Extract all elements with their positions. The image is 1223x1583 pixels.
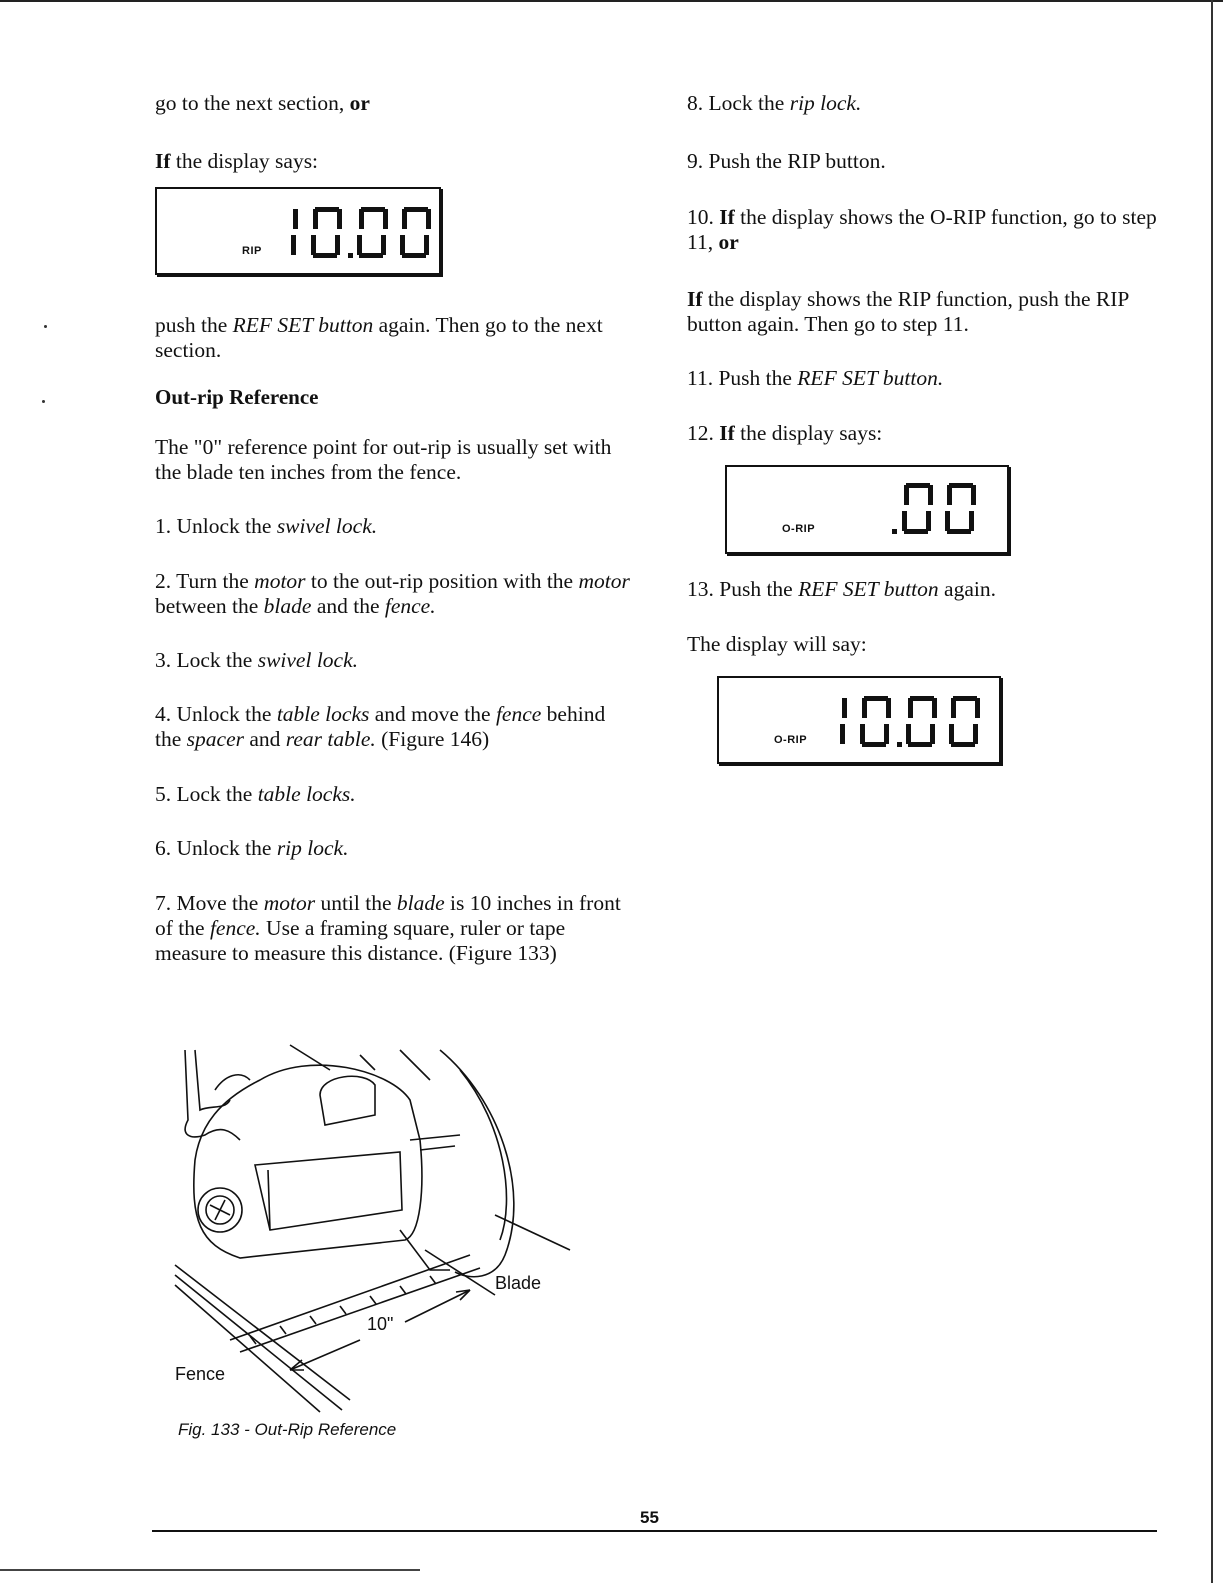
text: again. Then go to the next section. (155, 313, 603, 362)
paragraph (155, 91, 635, 116)
lcd-display-rip (155, 187, 441, 275)
italic-text: swivel lock. (276, 514, 378, 538)
lcd-digits (890, 479, 990, 539)
lcd-display-orip-ten (717, 676, 1001, 764)
text: to the out-rip position with the (305, 569, 579, 593)
footer-rule (152, 1530, 1157, 1532)
scan-edge (0, 1569, 420, 1571)
text: 11. Push the (687, 366, 798, 390)
text: 1. Unlock the (155, 514, 277, 538)
lcd-digits (834, 692, 994, 752)
step-8 (687, 91, 1157, 116)
text: go to the next section, (155, 91, 350, 115)
step-4 (155, 702, 635, 752)
step-11 (687, 366, 1157, 391)
italic-text: fence. (209, 916, 261, 940)
italic-text: REF SET button (798, 577, 939, 601)
text: 13. Push the (687, 577, 799, 601)
lcd-label: O-RIP (782, 523, 816, 535)
text: 3. Lock the (155, 648, 258, 672)
text: push the (155, 313, 233, 337)
scan-edge (1211, 0, 1213, 1583)
text: 2. Turn the (155, 569, 255, 593)
text: is 10 inches in front of the (155, 891, 621, 940)
right-column (687, 88, 1157, 764)
italic-text: swivel lock. (257, 648, 359, 672)
text: behind the (155, 702, 606, 751)
italic-text: spacer (186, 727, 244, 751)
text: the display shows the O-RIP function, go to step 11, (687, 205, 1157, 254)
step-7 (155, 891, 635, 966)
italic-text: table locks. (257, 782, 356, 806)
saw-illustration (170, 1040, 590, 1420)
italic-text: REF SET button (232, 313, 374, 337)
step-13 (687, 577, 1157, 602)
label-fence: Fence (175, 1364, 226, 1384)
step-3 (155, 648, 635, 673)
lcd-label: RIP (242, 245, 262, 257)
text: again. (938, 577, 996, 601)
bold-text: If (719, 205, 735, 229)
text: (Figure 146) (375, 727, 490, 751)
text: 4. Unlock the (155, 702, 277, 726)
bold-text: If (719, 421, 735, 445)
italic-text: fence (495, 702, 542, 726)
label-blade: Blade (495, 1273, 542, 1293)
step-1 (155, 514, 635, 539)
label-distance: 10" (367, 1314, 394, 1334)
step-5 (155, 782, 635, 807)
bold-text: or (349, 91, 370, 115)
italic-text: blade (396, 891, 445, 915)
paragraph (155, 149, 635, 174)
text: and (243, 727, 286, 751)
lcd-digits (285, 203, 445, 263)
section-heading: Out-rip Reference (155, 385, 319, 409)
text: 10. (687, 205, 720, 229)
text: until the (315, 891, 397, 915)
bold-text: or (718, 230, 739, 254)
bold-text: If (687, 287, 703, 311)
italic-text: rear table. (285, 727, 376, 751)
text: Use a framing square, ruler or tape measure to measure this distance. (Figure 133) (155, 916, 566, 965)
lcd-display-orip-zero (725, 465, 1009, 554)
figure-out-rip-reference (170, 1040, 590, 1420)
italic-text: motor (263, 891, 316, 915)
lcd-label: O-RIP (774, 734, 808, 746)
text: 12. (687, 421, 720, 445)
text: the display says: (734, 421, 883, 445)
text: 7. Move the (155, 891, 264, 915)
italic-text: motor (254, 569, 306, 593)
text: 8. Lock the (687, 91, 790, 115)
step-12 (687, 421, 1157, 446)
text: between the (155, 594, 264, 618)
text: and the (311, 594, 385, 618)
text: and move the (369, 702, 496, 726)
step-2 (155, 569, 635, 619)
scan-edge (0, 0, 1223, 2)
italic-text: motor (578, 569, 630, 593)
italic-text: REF SET button. (797, 366, 944, 390)
italic-text: fence. (384, 594, 436, 618)
paragraph: The "0" reference point for out-rip is usually set with the blade ten inches from the fence. (155, 435, 612, 484)
scan-speck (42, 400, 45, 403)
bold-text: If (155, 149, 171, 173)
italic-text: blade (263, 594, 312, 618)
figure-caption: Fig. 133 - Out-Rip Reference (178, 1420, 397, 1439)
italic-text: table locks (276, 702, 370, 726)
scan-speck (44, 325, 47, 328)
text: the display says: (170, 149, 319, 173)
text: the display shows the RIP function, push the RIP button again. Then go to step 11. (687, 287, 1129, 336)
italic-text: rip lock. (789, 91, 862, 115)
page-number: 55 (640, 1508, 659, 1527)
text: 6. Unlock the (155, 836, 277, 860)
step-6 (155, 836, 635, 861)
text: 5. Lock the (155, 782, 258, 806)
paragraph (687, 287, 1157, 337)
italic-text: rip lock. (276, 836, 349, 860)
paragraph (155, 313, 635, 363)
step-10 (687, 205, 1157, 255)
paragraph: The display will say: (687, 632, 867, 656)
step-9: 9. Push the RIP button. (687, 149, 886, 173)
left-column (155, 88, 635, 966)
